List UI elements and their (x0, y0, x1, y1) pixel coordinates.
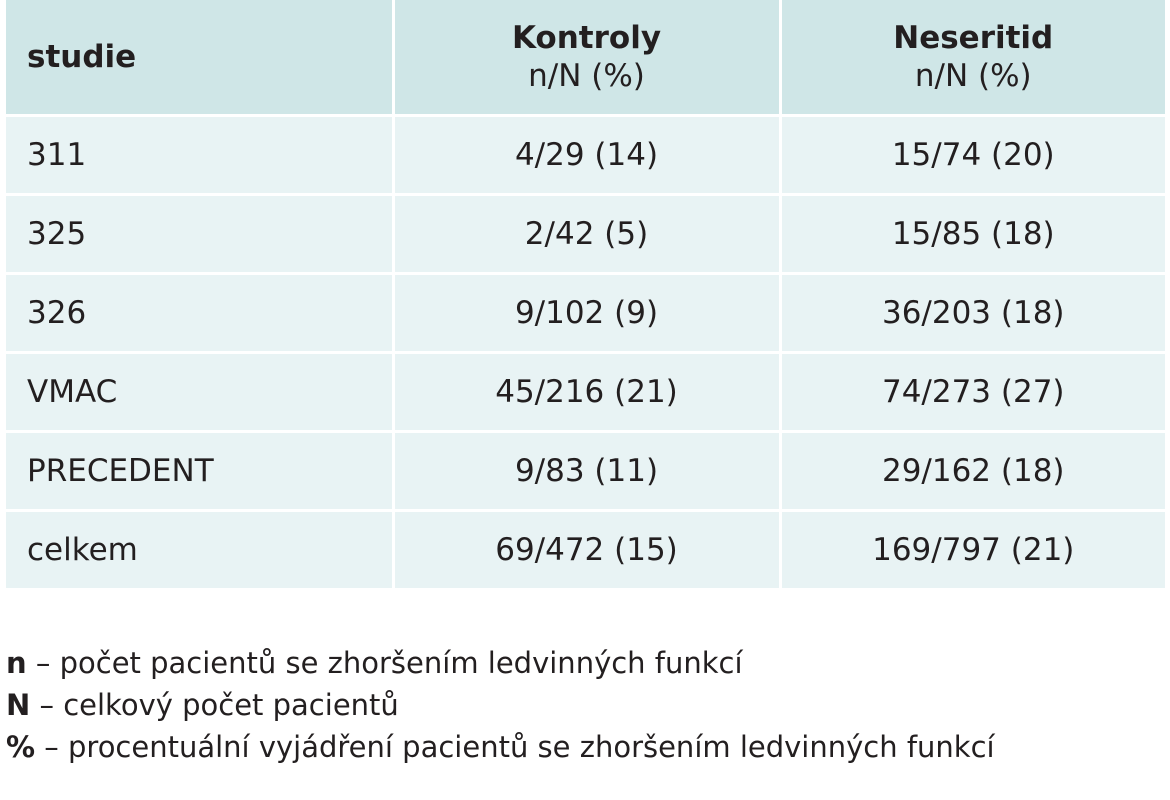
cell-kontroly: 4/29 (14) (393, 116, 780, 195)
cell-studie: 326 (6, 274, 393, 353)
legend-text: – počet pacientů se zhoršením ledvinných funkcí (26, 646, 743, 680)
legend-item (6, 726, 995, 768)
header-studie-label: studie (27, 39, 137, 75)
cell-kontroly: 2/42 (5) (393, 195, 780, 274)
header-kontroly (393, 0, 780, 116)
results-table (6, 0, 1165, 591)
table-row (6, 353, 1165, 432)
legend-key: N (6, 688, 31, 722)
header-neseritid-label: Neseritid (893, 20, 1054, 56)
cell-studie: celkem (6, 511, 393, 590)
cell-studie: 325 (6, 195, 393, 274)
table-body (6, 116, 1165, 590)
header-neseritid (780, 0, 1165, 116)
table-row (6, 274, 1165, 353)
cell-studie: 311 (6, 116, 393, 195)
cell-kontroly: 45/216 (21) (393, 353, 780, 432)
table-row (6, 116, 1165, 195)
cell-studie: VMAC (6, 353, 393, 432)
header-row (6, 0, 1165, 116)
cell-kontroly: 9/102 (9) (393, 274, 780, 353)
table-header (6, 0, 1165, 116)
cell-studie: PRECEDENT (6, 432, 393, 511)
table-row (6, 511, 1165, 590)
cell-neseritid: 74/273 (27) (780, 353, 1165, 432)
header-studie (6, 0, 393, 116)
header-neseritid-unit: n/N (%) (914, 58, 1032, 94)
legend-key: n (6, 646, 27, 680)
legend-key: % (6, 730, 36, 764)
legend-text: – celkový počet pacientů (30, 688, 399, 722)
cell-neseritid: 15/85 (18) (780, 195, 1165, 274)
cell-neseritid: 169/797 (21) (780, 511, 1165, 590)
table-row (6, 432, 1165, 511)
legend-item (6, 684, 995, 726)
cell-neseritid: 36/203 (18) (780, 274, 1165, 353)
cell-kontroly: 69/472 (15) (393, 511, 780, 590)
legend-text: – procentuální vyjádření pacientů se zhoršením ledvinných funkcí (35, 730, 995, 764)
cell-kontroly: 9/83 (11) (393, 432, 780, 511)
legend (6, 642, 995, 768)
cell-neseritid: 15/74 (20) (780, 116, 1165, 195)
header-kontroly-label: Kontroly (511, 20, 662, 56)
legend-item (6, 642, 995, 684)
cell-neseritid: 29/162 (18) (780, 432, 1165, 511)
header-kontroly-unit: n/N (%) (528, 58, 645, 94)
table-row (6, 195, 1165, 274)
